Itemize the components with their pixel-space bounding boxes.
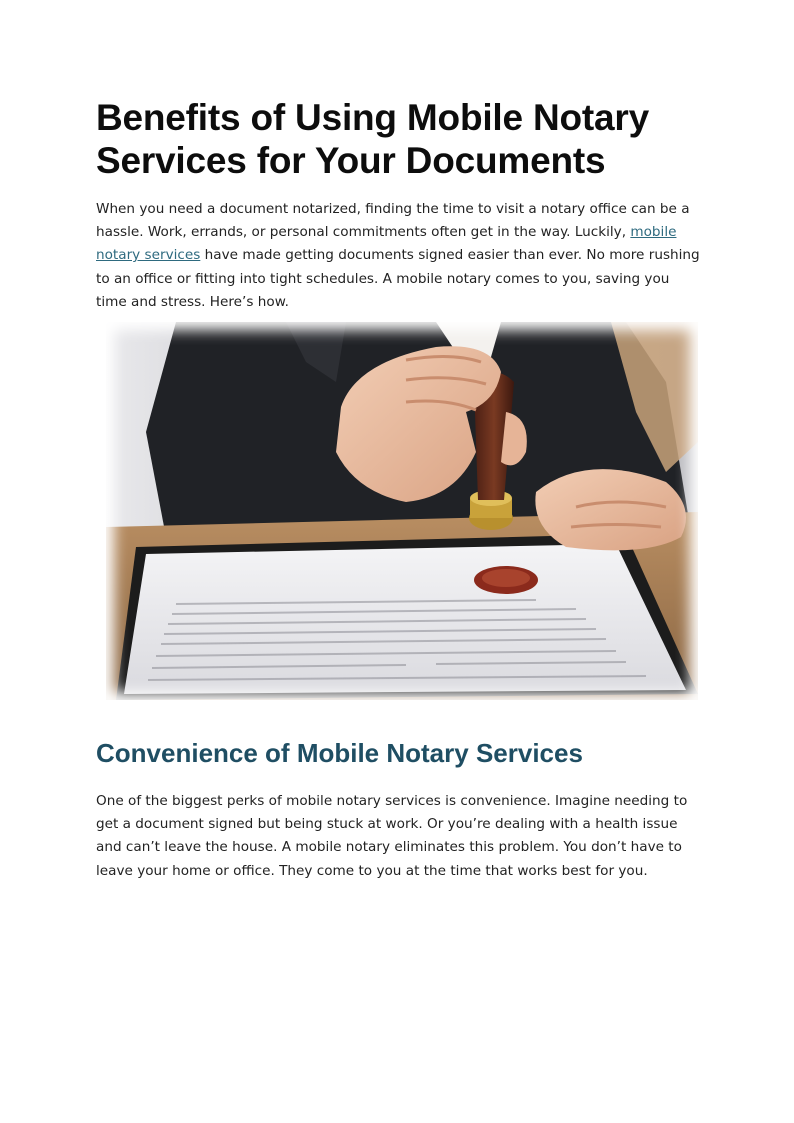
notary-stamp-photo (106, 322, 698, 700)
section-heading-convenience: Convenience of Mobile Notary Services (96, 738, 583, 768)
intro-paragraph (96, 198, 700, 314)
photo-illustration (106, 322, 698, 700)
convenience-paragraph: One of the biggest perks of mobile notary services is convenience. Imagine needing to get a document signed but being stuck at work. Or you’re dealing with a health issue and can’t leave the house. A mobile notary eliminates this problem. You don’t have to leave your home or office. They come to you at the time that works best for you. (96, 793, 688, 879)
mobile-notary-services-link[interactable]: mobile notary services (96, 224, 677, 264)
intro-text-start: When you need a document notarized, finding the time to visit a notary office can be a hassle. Work, errands, or personal commitments often get in the way. Luckily, (96, 201, 690, 241)
intro-text-end: have made getting documents signed easier than ever. No more rushing to an office or fitting into tight schedules. A mobile notary comes to you, saving you time and stress. Here’s how. (96, 247, 700, 310)
page-title: Benefits of Using Mobile Notary Services for Your Documents (96, 97, 649, 181)
